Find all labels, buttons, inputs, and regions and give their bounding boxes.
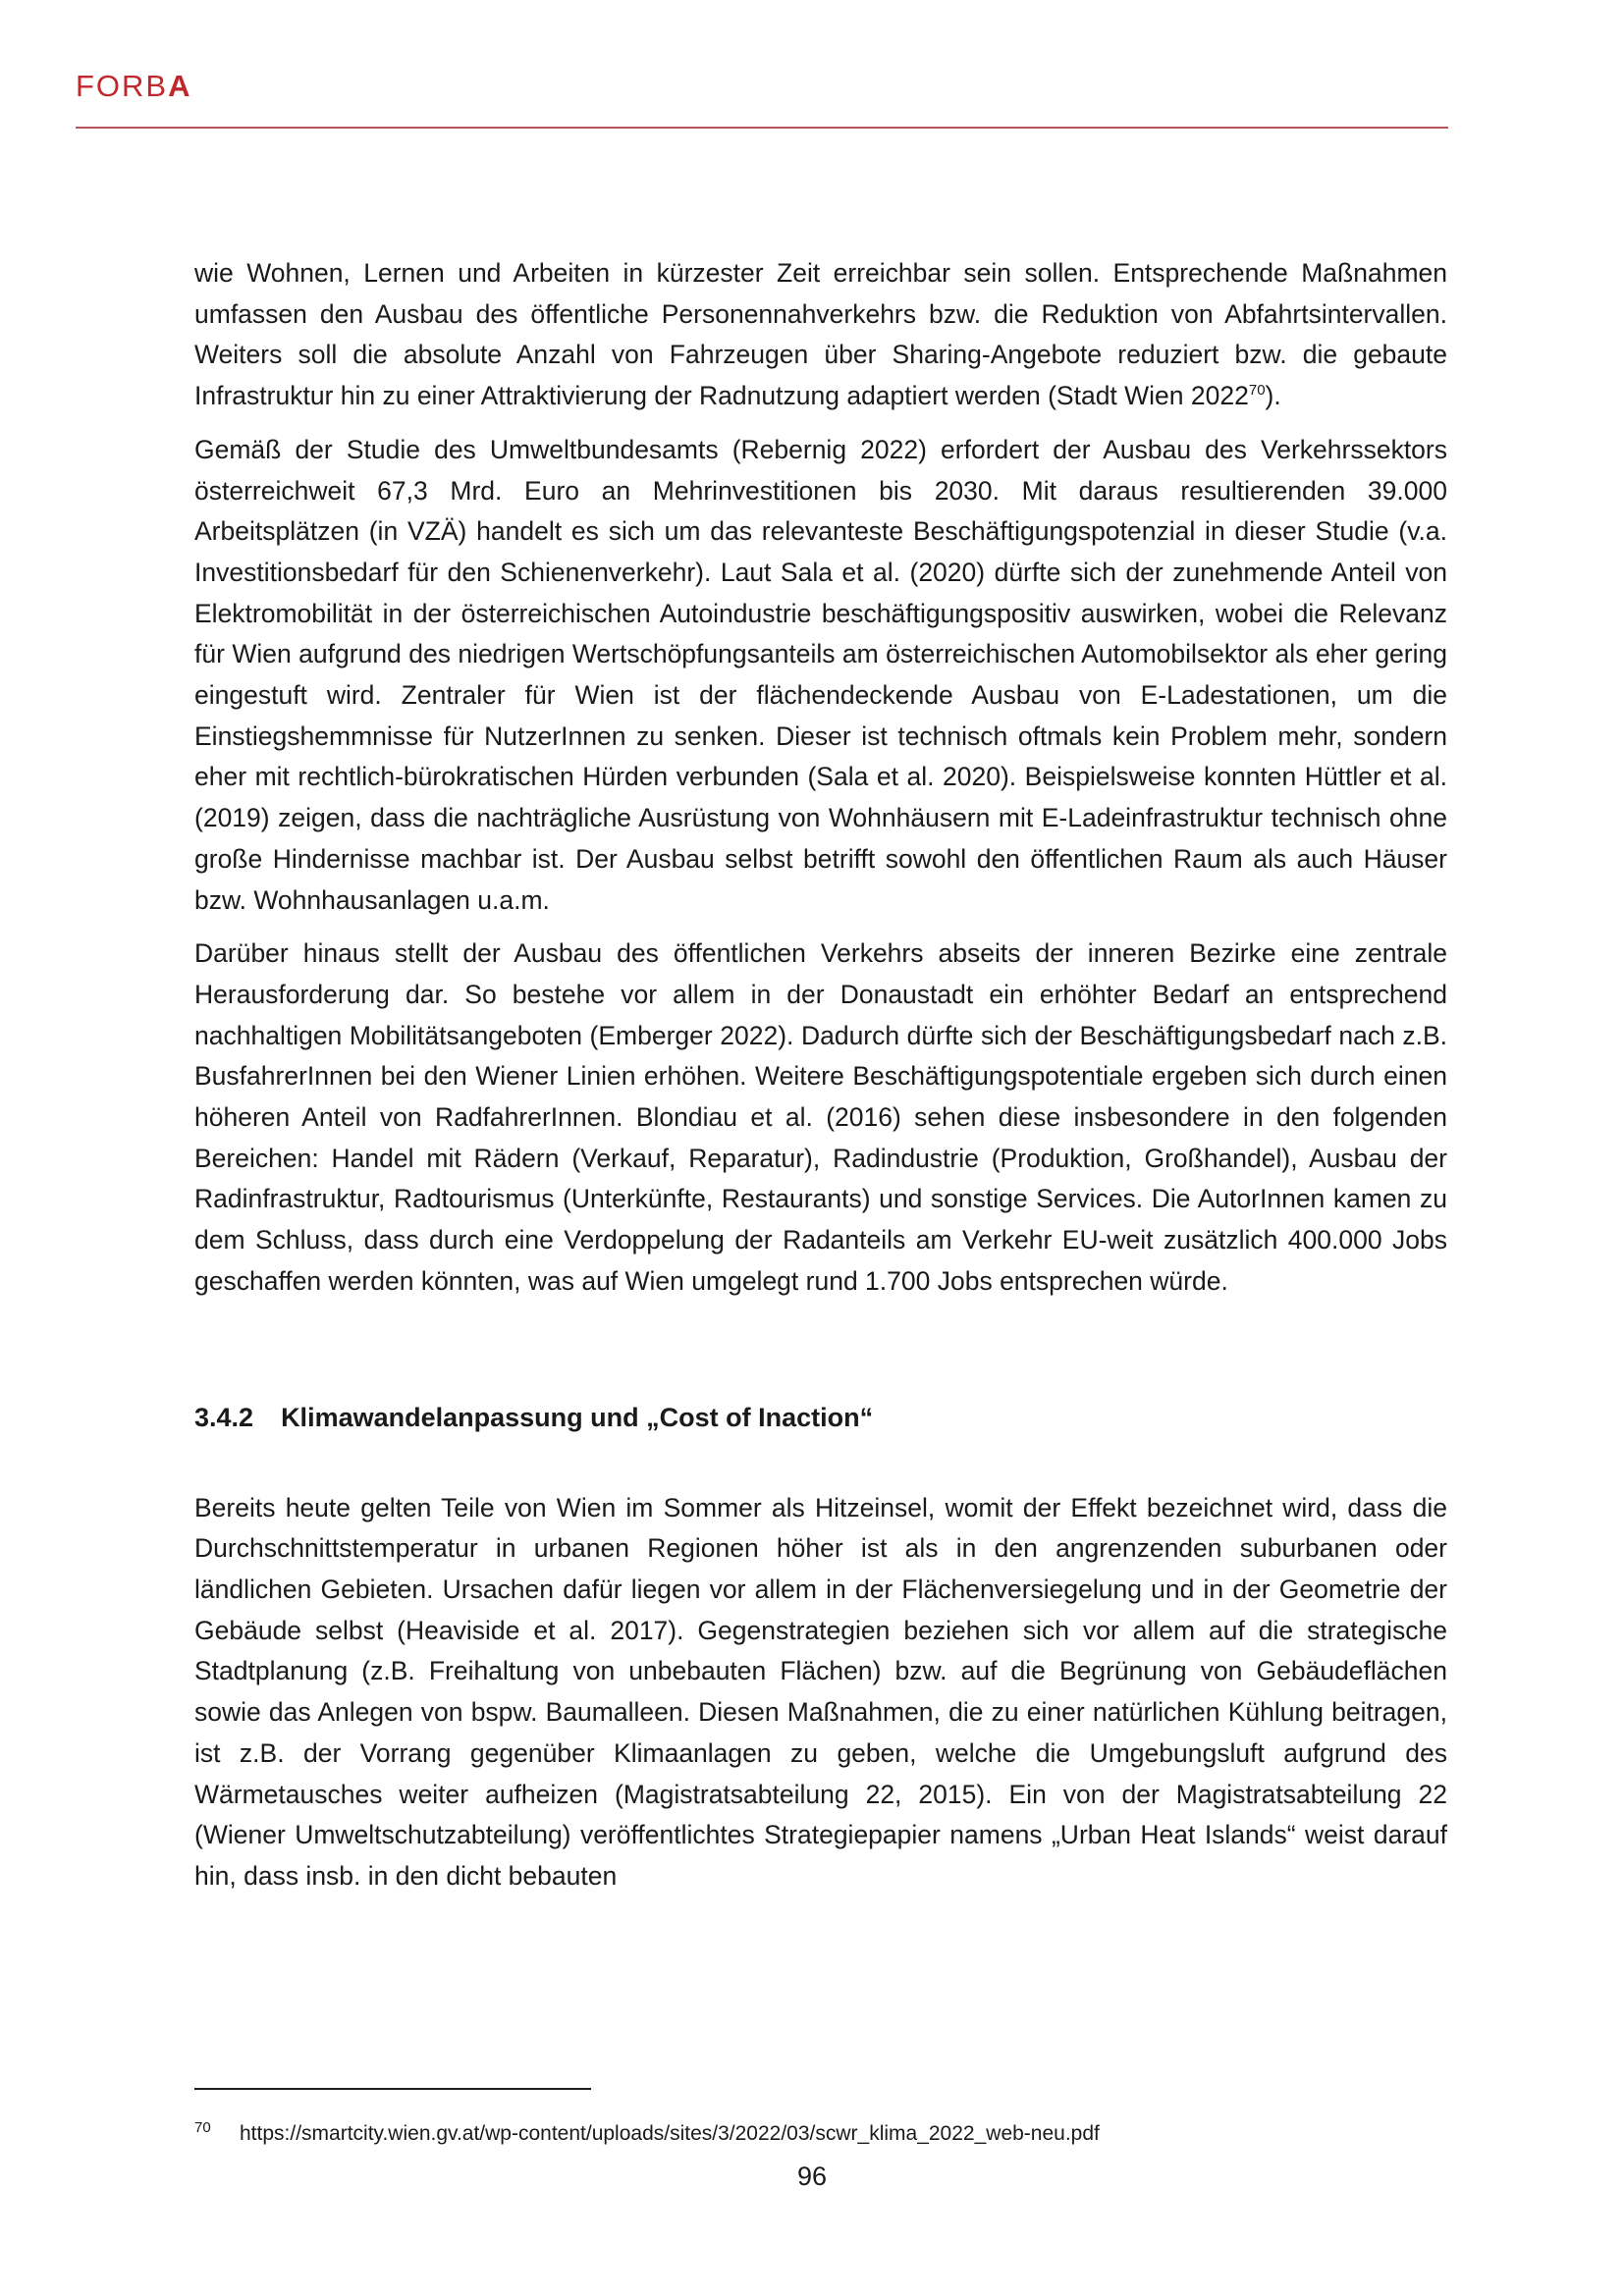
section-heading [194,1403,1447,1433]
paragraph-4: Bereits heute gelten Teile von Wien im Sommer als Hitzeinsel, womit der Effekt bezeichnet wird, dass die Durchschnittstemperatur in urbanen Regionen höher ist als in den angrenzenden suburbanen oder ländlichen Gebieten. Ursachen dafür liegen vor allem in der Flächenversiegelung und in der Geometrie der Gebäude selbst (Heaviside et al. 2017). Gegenstrategien beziehen sich vor allem auf die strategische Stadtplanung (z.B. Freihaltung von unbebauten Flächen) bzw. auf die Begrünung von Gebäudeflächen sowie das Anlegen von bspw. Baumalleen. Diesen Maßnahmen, die zu einer natürlichen Kühlung beitragen, ist z.B. der Vorrang gegenüber Klimaanlagen zu geben, welche die Umgebungsluft aufgrund des Wärmetausches weiter aufheizen (Magistratsabteilung 22, 2015). Ein von der Magistratsabteilung 22 (Wiener Umweltschutzabteilung) veröffentlichtes Strategiepapier namens „Urban Heat Islands“ weist darauf hin, dass insb. in den dicht bebauten [194,1492,1447,1891]
paragraph-1 [194,253,1447,417]
paragraph-2: Gemäß der Studie des Umweltbundesamts (Rebernig 2022) erfordert der Ausbau des Verkehrssektors österreichweit 67,3 Mrd. Euro an Mehrinvestitionen bis 2030. Mit daraus resultierenden 39.000 Arbeitsplätzen (in VZÄ) handelt es sich um das relevanteste Beschäftigungspotenzial in dieser Studie (v.a. Investitionsbedarf für den Schienenverkehr). Laut Sala et al. (2020) dürfte sich der zunehmende Anteil von Elektromobilität in der österreichischen Autoindustrie beschäftigungspositiv auswirken, wobei die Relevanz für Wien aufgrund des niedrigen Wertschöpfungsanteils am österreichischen Automobilsektor als eher gering eingestuft wird. Zentraler für Wien ist der flächendeckende Ausbau von E-Ladestationen, um die Einstiegshemmnisse für NutzerInnen zu senken. Dieser ist technisch oftmals kein Problem mehr, sondern eher mit rechtlich-bürokratischen Hürden verbunden (Sala et al. 2020). Beispielsweise konnten Hüttler et al. (2019) zeigen, dass die nachträgliche Ausrüstung von Wohnhäusern mit E-Ladeinfrastruktur technisch ohne große Hindernisse machbar ist. Der Ausbau selbst betrifft sowohl den öffentlichen Raum als auch Häuser bzw. Wohnhausanlagen u.a.m. [194,434,1447,915]
paragraph-3: Darüber hinaus stellt der Ausbau des öffentlichen Verkehrs abseits der inneren Bezirke eine zentrale Herausforderung dar. So bestehe vor allem in der Donaustadt ein erhöhter Bedarf an entsprechend nachhaltigen Mobilitätsangeboten (Emberger 2022). Dadurch dürfte sich der Beschäftigungsbedarf nach z.B. BusfahrerInnen bei den Wiener Linien erhöhen. Weitere Beschäftigungspotentiale ergeben sich durch einen höheren Anteil von RadfahrerInnen. Blondiau et al. (2016) sehen diese insbesondere in den folgenden Bereichen: Handel mit Rädern (Verkauf, Reparatur), Radindustrie (Produktion, Großhandel), Ausbau der Radinfrastruktur, Radtourismus (Unterkünfte, Restaurants) und sonstige Services. Die AutorInnen kamen zu dem Schluss, dass durch eine Verdoppelung der Radanteils am Verkehr EU-weit zusätzlich 400.000 Jobs geschaffen werden könnten, was auf Wien umgelegt rund 1.700 Jobs entsprechen würde. [194,938,1447,1296]
page-number: 96 [796,2162,828,2191]
forba-logo [76,69,192,104]
section-number: 3.4.2 [194,1402,254,1432]
paragraph-1-text: wie Wohnen, Lernen und Arbeiten in kürzester Zeit erreichbar sein sollen. Entsprechende Maßnahmen umfassen den Ausbau des öffentliche Personennahverkehrs bzw. die Reduktion von Abfahrtsintervallen. Weiters soll die absolute Anzahl von Fahrzeugen über Sharing-Angebote reduziert bzw. die gebaute Infrastruktur hin zu einer Attraktivierung der Radnutzung adaptiert werden (Stadt Wien 2022 [194,258,1447,411]
page-body [194,253,1447,1910]
footnote-divider [194,2088,591,2090]
footnote [194,2119,1100,2146]
footnote-number: 70 [194,2119,211,2136]
header-divider [76,127,1448,129]
logo-text-bold: A [168,69,192,103]
footnote-ref-70[interactable]: 70 [1248,382,1266,400]
section-title: Klimawandelanpassung und „Cost of Inaction“ [281,1402,874,1432]
logo-text-regular: FORB [76,69,169,103]
footnote-link[interactable]: https://smartcity.wien.gv.at/wp-content/uploads/sites/3/2022/03/scwr_klima_2022_web-neu.pdf [240,2122,1100,2145]
paragraph-1-end: ). [1265,381,1281,411]
